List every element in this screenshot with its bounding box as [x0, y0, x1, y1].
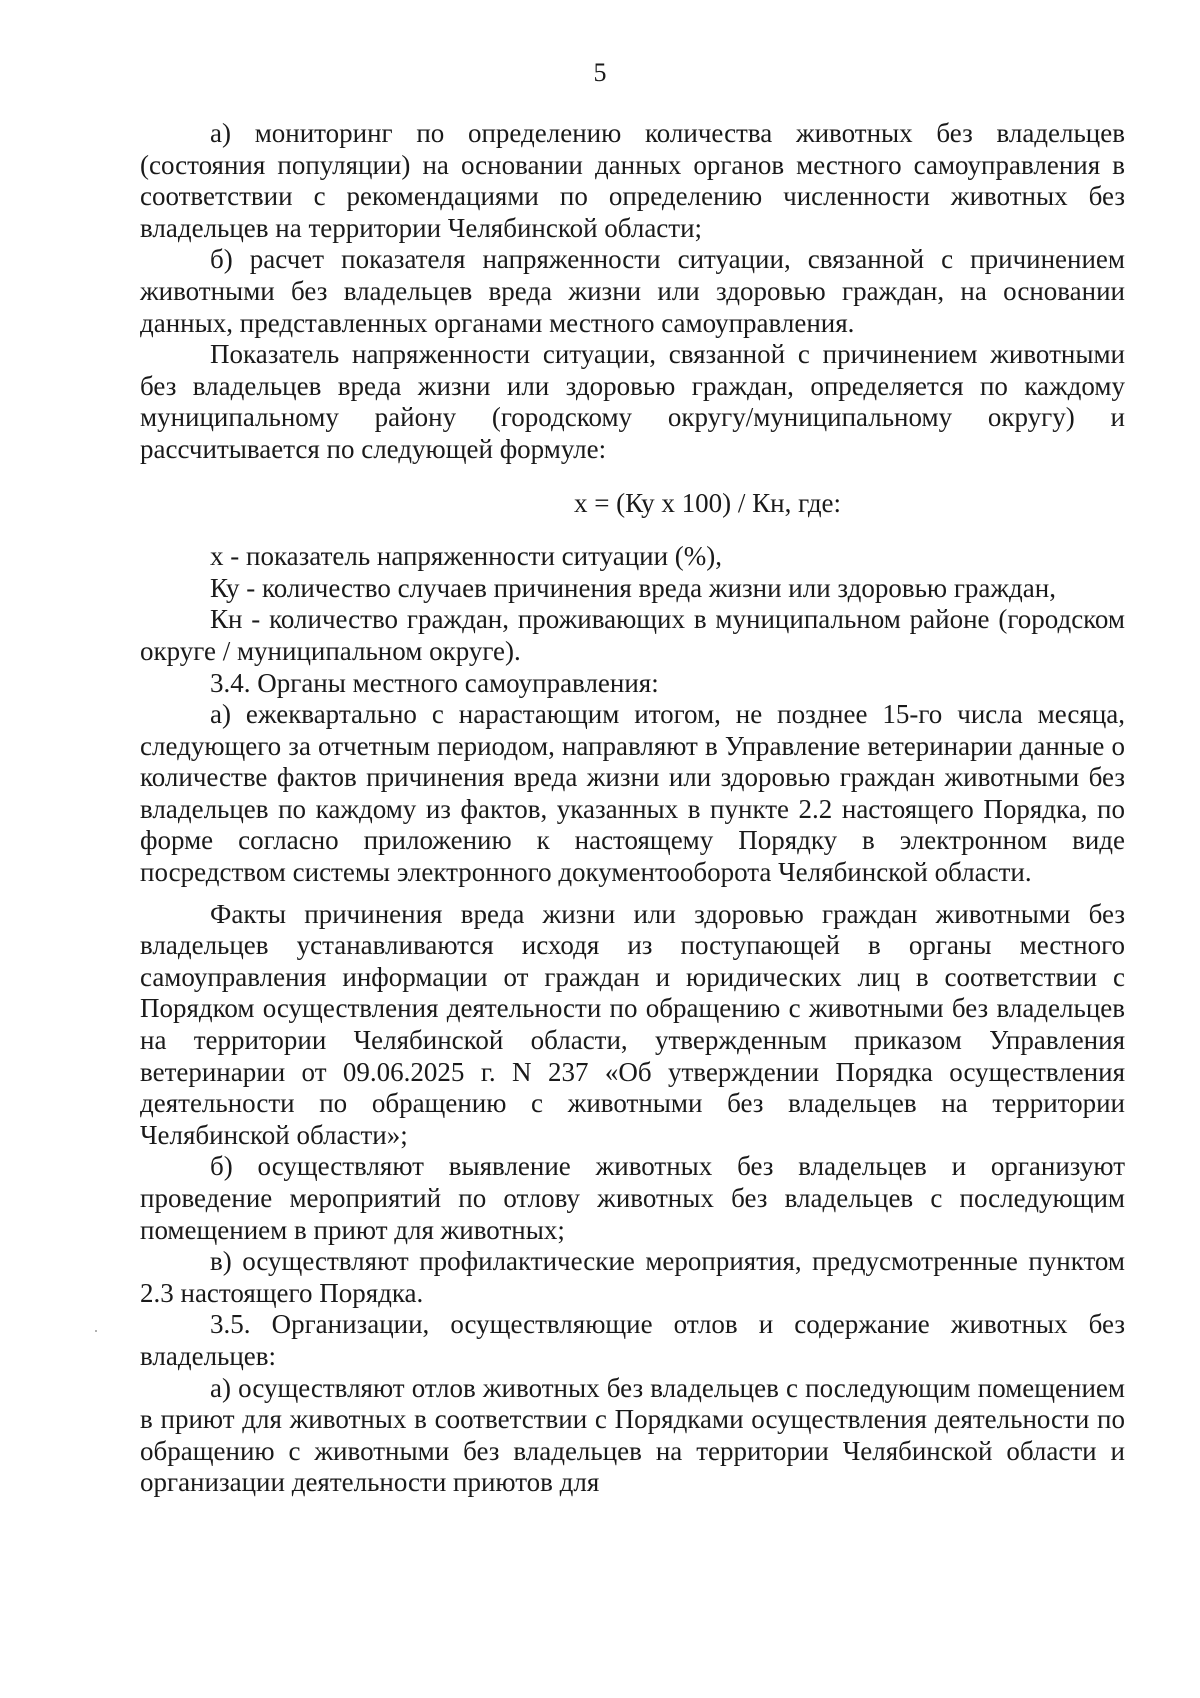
paragraph-calculation: б) расчет показателя напряженности ситуации, связанной с причинением животными без владельцев вреда жизни или здоровью граждан, на основании данных, представленных органами местного самоуправления.: [140, 244, 1125, 338]
section-3-4-heading: 3.4. Органы местного самоуправления:: [210, 667, 659, 698]
formula: х = (Ку х 100) / Кн, где:: [573, 487, 842, 518]
paragraph-3-4-a: а) ежеквартально с нарастающим итогом, не позднее 15-го числа месяца, следующего за отчетным периодом, направляют в Управление ветеринарии данные о количестве фактов причинения вреда жизни или здоровью граждан животными без владельцев по каждому из фактов, указанных в пункте 2.2 настоящего Порядка, по форме согласно приложению к настоящему Порядку в электронном виде посредством системы электронного документооборота Челябинской области.: [140, 699, 1125, 888]
section-3-5-heading: 3.5. Организации, осуществляющие отлов и содержание животных без владельцев:: [140, 1309, 1125, 1371]
paragraph-monitoring: а) мониторинг по определению количества животных без владельцев (состояния популяции) на основании данных органов местного самоуправления в соответствии с рекомендациями по определению численности животных без владельцев на территории Челябинской области;: [140, 118, 1125, 243]
formula-variable-kn: Кн - количество граждан, проживающих в муниципальном районе (городском округе / муниципальном округе).: [140, 604, 1125, 666]
paragraph-3-5-a: а) осуществляют отлов животных без владельцев с последующим помещением в приют для животных в соответствии с Порядками осуществления деятельности по обращению с животными без владельцев на территории Челябинской области и организации деятельности приютов для: [140, 1372, 1125, 1498]
scan-speck: [95, 1330, 97, 1332]
document-body: [140, 118, 1125, 1499]
formula-variable-ku: Ку - количество случаев причинения вреда жизни или здоровью граждан,: [210, 572, 1056, 603]
paragraph-3-4-v: в) осуществляют профилактические мероприятия, предусмотренные пунктом 2.3 настоящего Порядка.: [140, 1246, 1125, 1308]
formula-variable-x: х - показатель напряженности ситуации (%),: [210, 541, 723, 572]
paragraph-facts: Факты причинения вреда жизни или здоровью граждан животными без владельцев устанавливаются исходя из поступающей в органы местного самоуправления информации от граждан и юридических лиц в соответствии с Порядком осуществления деятельности по обращению с животными без владельцев на территории Челябинской области, утвержденным приказом Управления ветеринарии от 09.06.2025 г. N 237 «Об утверждении Порядка осуществления деятельности по обращению с животными без владельцев на территории Челябинской области»;: [140, 898, 1125, 1150]
paragraph-3-4-b: б) осуществляют выявление животных без владельцев и организуют проведение мероприятий по отлову животных без владельцев с последующим помещением в приют для животных;: [140, 1151, 1125, 1245]
page-number: 5: [593, 58, 607, 87]
paragraph-indicator-definition: Показатель напряженности ситуации, связанной с причинением животными без владельцев вреда жизни или здоровью граждан, определяется по каждому муниципальному району (городскому округу/муниципальному округу) и рассчитывается по следующей формуле:: [140, 339, 1125, 464]
